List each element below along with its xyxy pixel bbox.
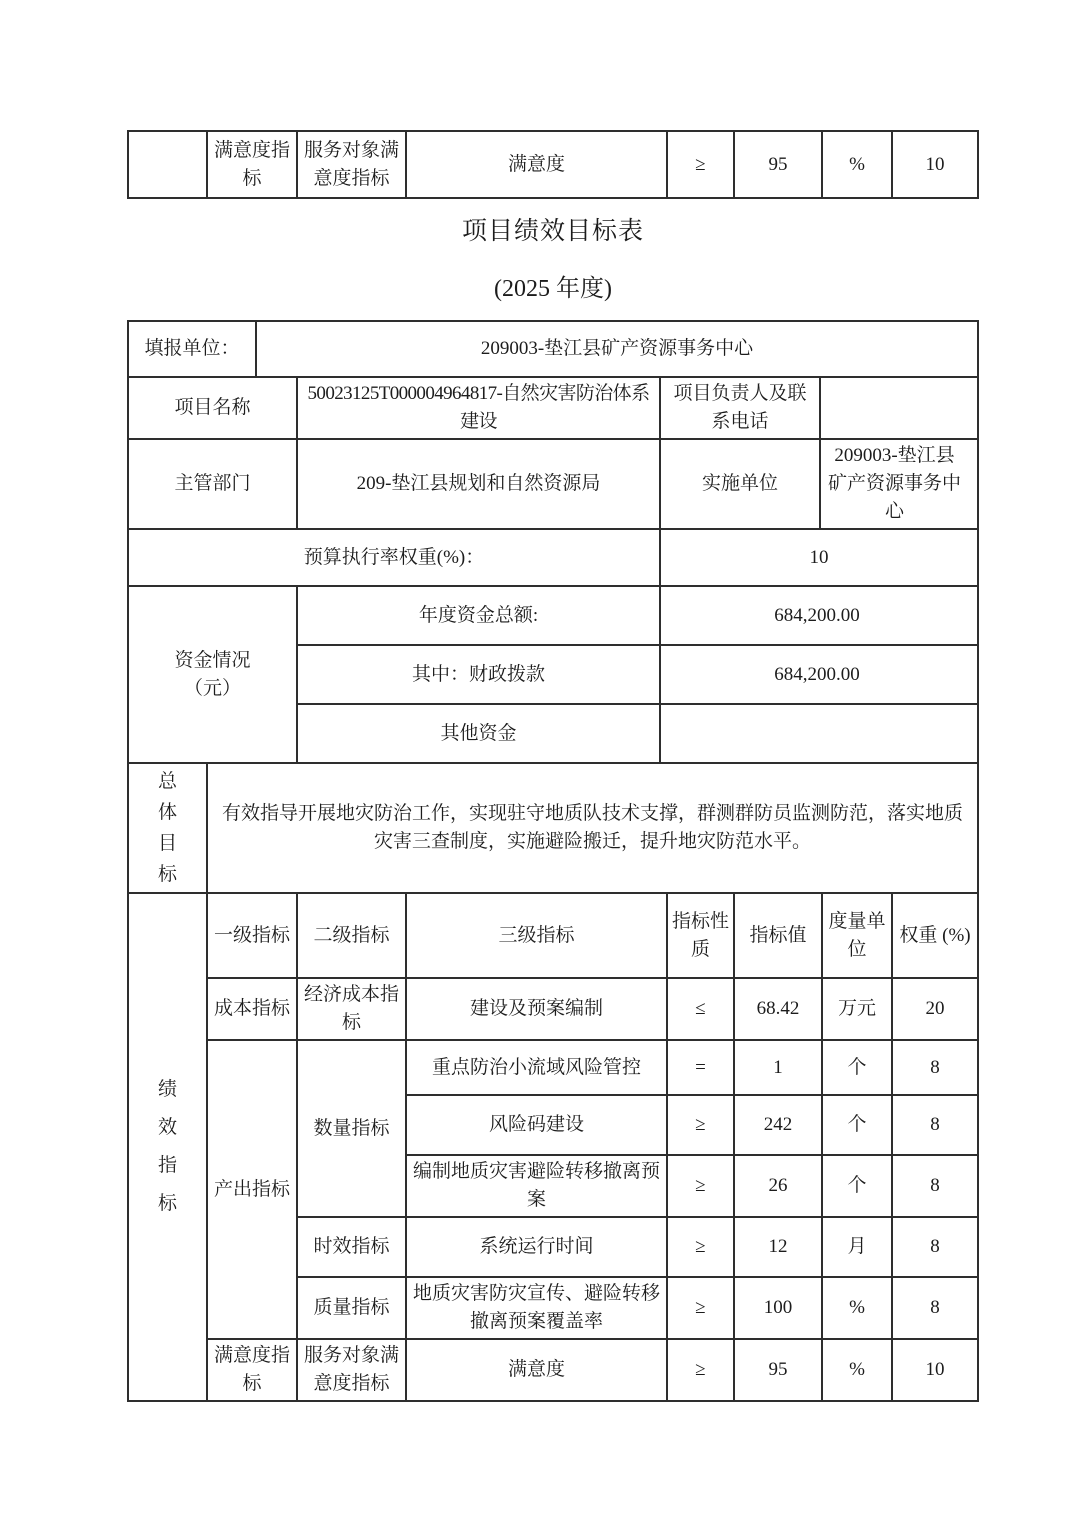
- indicator-nature: ≤: [667, 978, 734, 1040]
- budget-weight-value: 10: [660, 529, 978, 586]
- carryover-unit-cell: %: [822, 131, 892, 198]
- dept-label: 主管部门: [128, 439, 297, 529]
- header-weight: 权重 (%): [892, 893, 978, 978]
- indicator-weight: 8: [892, 1155, 978, 1217]
- indicator-nature: ≥: [667, 1155, 734, 1217]
- dept-value: 209-垫江县规划和自然资源局: [297, 439, 660, 529]
- table-row: [128, 1040, 978, 1095]
- indicators-side-label: 绩效指标: [157, 1079, 177, 1214]
- indicator-value: 95: [734, 1339, 822, 1401]
- funds-label: [128, 586, 297, 763]
- carryover-weight-cell: 10: [892, 131, 978, 198]
- indicator-nature: ≥: [667, 1277, 734, 1339]
- table-row: [128, 763, 978, 893]
- carryover-indicator-table: [127, 130, 979, 199]
- indicator-nature: ≥: [667, 1217, 734, 1277]
- indicator-weight: 8: [892, 1040, 978, 1095]
- indicator-level3: 满意度: [406, 1339, 667, 1401]
- table-row: [128, 893, 978, 978]
- indicator-level1: 产出指标: [207, 1040, 297, 1339]
- indicator-unit: 月: [822, 1217, 892, 1277]
- indicator-value: 242: [734, 1095, 822, 1155]
- header-level1: 一级指标: [207, 893, 297, 978]
- indicator-weight: 20: [892, 978, 978, 1040]
- table-row: [128, 439, 978, 529]
- header-level3: 三级指标: [406, 893, 667, 978]
- fill-unit-value: 209003-垫江县矿产资源事务中心: [256, 321, 978, 377]
- indicator-value: 1: [734, 1040, 822, 1095]
- indicator-level2: 时效指标: [297, 1217, 406, 1277]
- indicator-unit: 个: [822, 1155, 892, 1217]
- indicator-nature: ≥: [667, 1095, 734, 1155]
- indicator-level1: 满意度指标: [207, 1339, 297, 1401]
- carryover-level3-cell: 满意度: [406, 131, 667, 198]
- page-title: 项目绩效目标表: [461, 218, 644, 245]
- funds-other-label: 其他资金: [297, 704, 660, 763]
- carryover-nature-cell: ≥: [667, 131, 734, 198]
- indicator-level3: 系统运行时间: [406, 1217, 667, 1277]
- funds-total-value: 684,200.00: [660, 586, 978, 645]
- carryover-value-cell: 95: [734, 131, 822, 198]
- indicators-table: [127, 892, 979, 1402]
- table-row: [128, 529, 978, 586]
- table-row: [128, 321, 978, 377]
- indicator-nature: =: [667, 1040, 734, 1095]
- indicator-weight: 8: [892, 1217, 978, 1277]
- indicator-value: 26: [734, 1155, 822, 1217]
- indicator-level3: 重点防治小流域风险管控: [406, 1040, 667, 1095]
- table-row: [128, 131, 978, 198]
- indicator-weight: 8: [892, 1095, 978, 1155]
- indicator-level3: 地质灾害防灾宣传、避险转移撤离预案覆盖率: [406, 1277, 667, 1339]
- indicator-level3: 风险码建设: [406, 1095, 667, 1155]
- document-content: [127, 130, 979, 1402]
- indicator-unit: 万元: [822, 978, 892, 1040]
- header-value: 指标值: [734, 893, 822, 978]
- header-unit: 度量单位: [822, 893, 892, 978]
- project-leader-label: 项目负责人及联系电话: [660, 377, 820, 439]
- indicator-level1: 成本指标: [207, 978, 297, 1040]
- indicator-unit: %: [822, 1339, 892, 1401]
- carryover-empty-cell: [128, 131, 207, 198]
- project-info-table: [127, 320, 979, 764]
- budget-weight-label: 预算执行率权重(%)：: [128, 529, 660, 586]
- indicator-unit: 个: [822, 1095, 892, 1155]
- indicator-level3: 编制地质灾害避险转移撤离预案: [406, 1155, 667, 1217]
- overall-goal-table: [127, 762, 979, 894]
- impl-unit-value: 209003-垫江县矿产资源事务中心: [820, 439, 978, 529]
- carryover-level2-cell: 服务对象满意度指标: [297, 131, 406, 198]
- indicator-value: 12: [734, 1217, 822, 1277]
- funds-fiscal-value: 684,200.00: [660, 645, 978, 704]
- project-name-value: 50023125T000004964817-自然灾害防治体系建设: [297, 377, 660, 439]
- overall-goal-label: 总体目标: [157, 771, 177, 885]
- overall-goal-text: 有效指导开展地灾防治工作，实现驻守地质队技术支撑，群测群防员监测防范，落实地质灾害三查制度，实施避险搬迁，提升地灾防范水平。: [207, 763, 978, 893]
- table-row: [128, 1339, 978, 1401]
- funds-other-value: [660, 704, 978, 763]
- indicators-side-label-cell: [128, 893, 207, 1401]
- funds-fiscal-label: 其中：财政拨款: [297, 645, 660, 704]
- funds-label-line2: （元）: [183, 677, 241, 699]
- header-nature: 指标性质: [667, 893, 734, 978]
- table-row: [128, 377, 978, 439]
- indicator-weight: 10: [892, 1339, 978, 1401]
- project-leader-value: [820, 377, 978, 439]
- fill-unit-label: 填报单位：: [128, 321, 256, 377]
- project-name-label: 项目名称: [128, 377, 297, 439]
- indicator-unit: 个: [822, 1040, 892, 1095]
- impl-unit-label: 实施单位: [660, 439, 820, 529]
- indicator-nature: ≥: [667, 1339, 734, 1401]
- indicator-value: 100: [734, 1277, 822, 1339]
- indicator-level2: 质量指标: [297, 1277, 406, 1339]
- header-level2: 二级指标: [297, 893, 406, 978]
- funds-label-line1: 资金情况: [174, 649, 251, 671]
- table-row: [128, 586, 978, 645]
- page-subtitle: (2025 年度): [494, 276, 612, 302]
- indicator-unit: %: [822, 1277, 892, 1339]
- indicator-value: 68.42: [734, 978, 822, 1040]
- indicator-level2: 数量指标: [297, 1040, 406, 1217]
- carryover-level1-cell: 满意度指标: [207, 131, 297, 198]
- indicator-level3: 建设及预案编制: [406, 978, 667, 1040]
- indicator-level2: 服务对象满意度指标: [297, 1339, 406, 1401]
- table-row: [128, 978, 978, 1040]
- indicator-level2: 经济成本指标: [297, 978, 406, 1040]
- funds-total-label: 年度资金总额:: [297, 586, 660, 645]
- indicator-weight: 8: [892, 1277, 978, 1339]
- overall-goal-label-cell: [128, 763, 207, 893]
